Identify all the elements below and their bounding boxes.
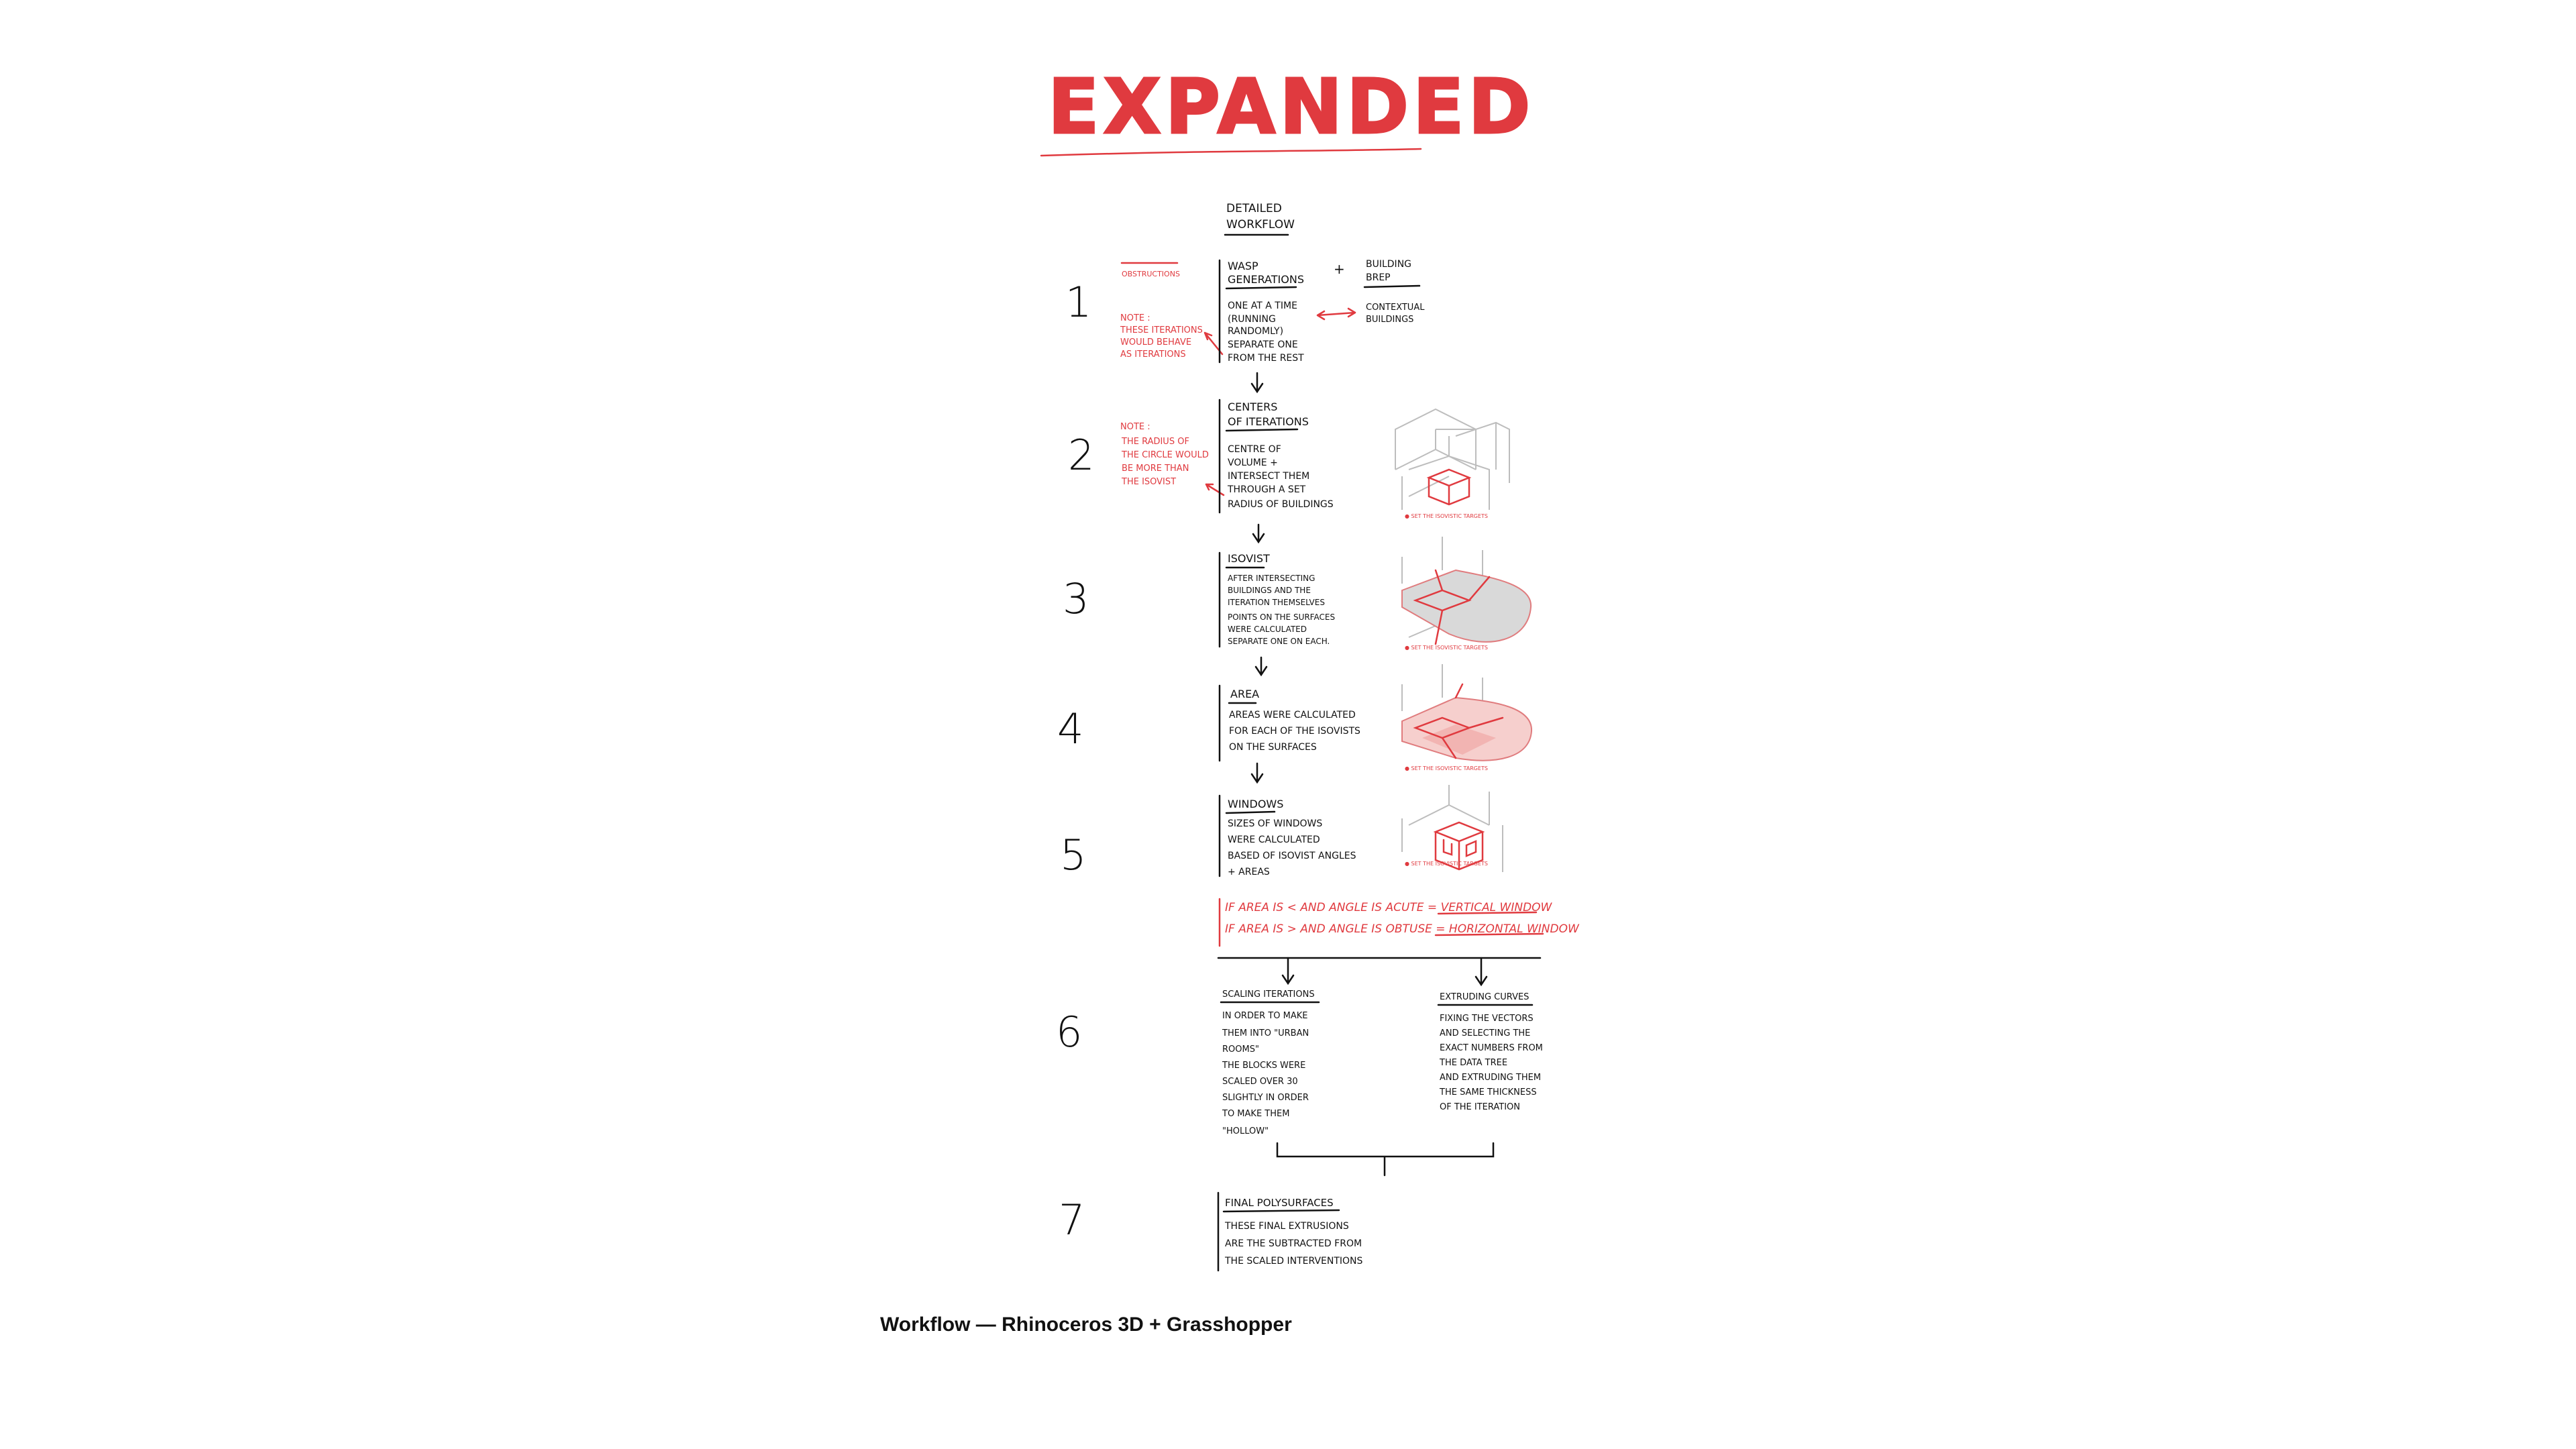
svg-text:NOTE :: NOTE : <box>1120 422 1150 432</box>
step-6-left-heading: SCALING ITERATIONS <box>1222 989 1315 1000</box>
svg-text:WOULD BEHAVE: WOULD BEHAVE <box>1120 337 1192 347</box>
svg-text:THE ISOVIST: THE ISOVIST <box>1122 477 1177 487</box>
step-5-heading: WINDOWS <box>1228 798 1284 810</box>
step-1-body <box>1228 301 1304 364</box>
step-2-heading-underline <box>1226 429 1297 431</box>
svg-text:SLIGHTLY IN ORDER: SLIGHTLY IN ORDER <box>1222 1093 1309 1103</box>
svg-text:AREAS WERE CALCULATED: AREAS WERE CALCULATED <box>1229 710 1356 720</box>
step-6-left-body <box>1222 1011 1309 1136</box>
thumbnail-windows <box>1402 785 1503 872</box>
svg-text:BASED OF ISOVIST ANGLES: BASED OF ISOVIST ANGLES <box>1228 851 1356 861</box>
step-3-number: 3 <box>1063 574 1089 623</box>
figure-caption: Workflow — Rhinoceros 3D + Grasshopper <box>880 1313 1292 1336</box>
step-1-note <box>1120 313 1203 360</box>
svg-text:SIZES OF WINDOWS: SIZES OF WINDOWS <box>1228 818 1323 829</box>
thumbnail-centers <box>1395 409 1509 519</box>
svg-text:AFTER INTERSECTING: AFTER INTERSECTING <box>1228 574 1316 583</box>
step-6-right-body <box>1439 1014 1543 1112</box>
rule-vertical-window: IF AREA IS < AND ANGLE IS ACUTE = VERTICAL WINDOW <box>1225 901 1552 914</box>
svg-text:NOTE :: NOTE : <box>1120 313 1150 323</box>
svg-text:● SET THE ISOVISTIC TARGETS: ● SET THE ISOVISTIC TARGETS <box>1405 861 1488 867</box>
svg-text:FIXING THE VECTORS: FIXING THE VECTORS <box>1440 1014 1534 1024</box>
building-brep-underline <box>1364 286 1419 287</box>
arrow-4-to-5 <box>1252 763 1263 782</box>
svg-text:THE DATA TREE: THE DATA TREE <box>1440 1058 1508 1068</box>
svg-text:ONE AT A TIME: ONE AT A TIME <box>1228 301 1297 311</box>
building-brep-body-line2: BUILDINGS <box>1366 315 1414 325</box>
step-7-heading: FINAL POLYSURFACES <box>1225 1197 1334 1209</box>
svg-text:ON THE SURFACES: ON THE SURFACES <box>1229 742 1317 753</box>
building-brep-heading-line2: BREP <box>1366 272 1391 283</box>
svg-text:INTERSECT THEM: INTERSECT THEM <box>1228 471 1310 482</box>
rule-horizontal-window: IF AREA IS > AND ANGLE IS OBTUSE = HORIZONTAL WINDOW <box>1225 922 1579 936</box>
svg-text:POINTS ON THE SURFACES: POINTS ON THE SURFACES <box>1228 612 1336 622</box>
thumbnail-area <box>1402 664 1532 771</box>
step-2-note <box>1120 422 1209 487</box>
svg-text:WERE CALCULATED: WERE CALCULATED <box>1228 625 1307 634</box>
svg-text:TO MAKE THEM: TO MAKE THEM <box>1222 1109 1290 1119</box>
svg-text:● SET THE ISOVISTIC TARGETS: ● SET THE ISOVISTIC TARGETS <box>1405 513 1488 519</box>
workflow-header-line2: WORKFLOW <box>1226 218 1295 231</box>
svg-text:THEM INTO "URBAN: THEM INTO "URBAN <box>1222 1028 1309 1038</box>
step-2-body <box>1227 444 1334 510</box>
svg-text:AND SELECTING THE: AND SELECTING THE <box>1440 1028 1531 1038</box>
svg-text:SEPARATE ONE ON EACH.: SEPARATE ONE ON EACH. <box>1228 637 1330 646</box>
thumbnail-isovist <box>1402 537 1531 651</box>
step-1-heading-line2: GENERATIONS <box>1228 273 1304 286</box>
svg-text:SEPARATE ONE: SEPARATE ONE <box>1228 339 1298 350</box>
step-7-number: 7 <box>1059 1195 1085 1244</box>
step-5-number: 5 <box>1060 830 1087 879</box>
arrow-1-to-2 <box>1252 373 1263 392</box>
step-4-number: 4 <box>1057 704 1084 753</box>
isovist-shape-grey <box>1402 570 1531 642</box>
step-5-body <box>1228 818 1356 877</box>
svg-text:ARE THE SUBTRACTED FROM: ARE THE SUBTRACTED FROM <box>1225 1238 1362 1249</box>
svg-text:"HOLLOW": "HOLLOW" <box>1222 1126 1269 1136</box>
split-arrow-left <box>1283 958 1293 983</box>
svg-text:ROOMS": ROOMS" <box>1222 1044 1259 1055</box>
svg-text:VOLUME +: VOLUME + <box>1228 458 1278 468</box>
svg-text:AS ITERATIONS: AS ITERATIONS <box>1120 350 1186 360</box>
svg-text:ITERATION THEMSELVES: ITERATION THEMSELVES <box>1228 598 1325 607</box>
svg-text:BE MORE THAN: BE MORE THAN <box>1122 464 1189 474</box>
svg-text:CENTRE OF: CENTRE OF <box>1228 444 1281 455</box>
step-6-right-heading: EXTRUDING CURVES <box>1440 992 1529 1002</box>
svg-text:(RUNNING: (RUNNING <box>1228 314 1276 325</box>
svg-text:THE RADIUS OF: THE RADIUS OF <box>1122 437 1189 447</box>
building-brep-heading-line1: BUILDING <box>1366 259 1412 270</box>
arrow-3-to-4 <box>1256 657 1267 675</box>
svg-text:THE BLOCKS WERE: THE BLOCKS WERE <box>1222 1061 1306 1071</box>
merge-bracket <box>1277 1143 1493 1175</box>
sheet-title: EXPANDED <box>1048 64 1535 151</box>
step-6-number: 6 <box>1056 1008 1083 1057</box>
obstructions-label: OBSTRUCTIONS <box>1122 270 1180 278</box>
svg-text:+ AREAS: + AREAS <box>1228 867 1270 877</box>
svg-text:RANDOMLY): RANDOMLY) <box>1228 326 1284 337</box>
svg-text:THESE ITERATIONS: THESE ITERATIONS <box>1120 325 1203 335</box>
step-2-heading-line2: OF ITERATIONS <box>1228 415 1309 428</box>
svg-text:EXACT NUMBERS FROM: EXACT NUMBERS FROM <box>1440 1043 1543 1053</box>
step-4-heading: AREA <box>1230 688 1260 700</box>
svg-text:SCALED OVER 30: SCALED OVER 30 <box>1222 1077 1298 1087</box>
split-arrow-right <box>1476 958 1487 985</box>
step-3-heading: ISOVIST <box>1228 552 1270 565</box>
svg-text:THE SCALED INTERVENTIONS: THE SCALED INTERVENTIONS <box>1225 1256 1363 1267</box>
arrow-2-to-3 <box>1253 525 1264 542</box>
svg-text:BUILDINGS AND THE: BUILDINGS AND THE <box>1228 586 1311 595</box>
svg-text:THESE FINAL EXTRUSIONS: THESE FINAL EXTRUSIONS <box>1225 1221 1349 1232</box>
step-7-body <box>1224 1221 1363 1267</box>
workflow-header-line1: DETAILED <box>1226 202 1282 215</box>
step-5-heading-underline <box>1226 812 1275 813</box>
svg-text:● SET THE ISOVISTIC TARGETS: ● SET THE ISOVISTIC TARGETS <box>1405 645 1488 651</box>
step-1-double-arrow <box>1318 309 1355 319</box>
svg-text:FOR EACH OF THE ISOVISTS: FOR EACH OF THE ISOVISTS <box>1229 726 1360 737</box>
svg-text:THE SAME THICKNESS: THE SAME THICKNESS <box>1440 1087 1537 1097</box>
svg-text:RADIUS OF BUILDINGS: RADIUS OF BUILDINGS <box>1228 499 1334 510</box>
step-1-heading-line1: WASP <box>1228 260 1258 272</box>
svg-text:IN ORDER TO MAKE: IN ORDER TO MAKE <box>1222 1011 1308 1021</box>
svg-text:AND EXTRUDING THEM: AND EXTRUDING THEM <box>1440 1073 1542 1083</box>
step-3-body <box>1228 574 1335 646</box>
building-brep-body-line1: CONTEXTUAL <box>1366 303 1425 313</box>
step-2-number: 2 <box>1068 431 1095 480</box>
step-7-heading-underline <box>1224 1210 1339 1212</box>
step-2-note-arrow <box>1206 484 1224 495</box>
svg-text:OF THE ITERATION: OF THE ITERATION <box>1440 1102 1521 1112</box>
step-1-heading-underline <box>1226 287 1296 288</box>
svg-text:WERE CALCULATED: WERE CALCULATED <box>1228 835 1320 845</box>
svg-text:● SET THE ISOVISTIC TARGETS: ● SET THE ISOVISTIC TARGETS <box>1405 765 1488 771</box>
step-1-number: 1 <box>1065 278 1092 327</box>
step-2-heading-line1: CENTERS <box>1228 400 1278 413</box>
step-4-body <box>1229 710 1360 753</box>
building-brep-plus: + <box>1334 261 1345 277</box>
svg-text:FROM THE REST: FROM THE REST <box>1228 353 1304 364</box>
svg-text:THE CIRCLE WOULD: THE CIRCLE WOULD <box>1122 450 1209 460</box>
svg-text:THROUGH A SET: THROUGH A SET <box>1228 484 1306 495</box>
